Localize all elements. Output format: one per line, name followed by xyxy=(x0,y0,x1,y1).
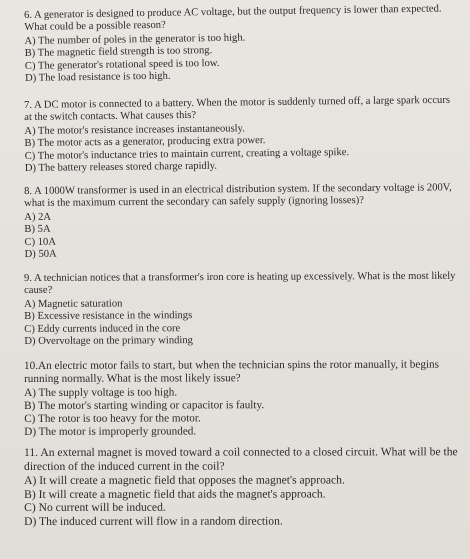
question-stem: 8. A 1000W transformer is used in an electrical distribution system. If the secondary voltage is 200V, what is the maximum current the secondary can safely supply (ignoring losses)? xyxy=(24,182,452,210)
option-a: A) 2A xyxy=(24,211,52,223)
question-stem: 10.An electric motor fails to start, but when the technician spins the rotor manually, it begins running normally. What is the most likely issue? xyxy=(24,358,440,385)
option-c: C) 10A xyxy=(24,236,57,248)
question-stem: 6. A generator is designed to produce AC voltage, but the output frequency is lower than expected. What could be a possible reason? xyxy=(24,3,442,34)
option-d: D) The motor is improperly grounded. xyxy=(24,425,197,438)
question-stem: 11. An external magnet is moved toward a coil connected to a closed circuit. What will be the direction of the induced current in the coil? xyxy=(24,445,458,473)
question-10 xyxy=(24,358,464,439)
option-b: B) The motor's starting winding or capacitor is faulty. xyxy=(24,399,265,412)
option-b: B) The magnetic field strength is too strong. xyxy=(24,45,213,60)
answer-options xyxy=(24,297,456,349)
question-11 xyxy=(24,445,464,528)
option-b: B) It will create a magnetic field that aids the magnet's approach. xyxy=(24,487,326,501)
question-6 xyxy=(24,3,457,85)
option-c: C) The generator's rotational speed is too low. xyxy=(24,57,220,72)
option-b: B) The motor acts as a generator, producing extra power. xyxy=(24,135,266,150)
answer-options xyxy=(24,121,457,176)
option-c: C) No current will be induced. xyxy=(24,501,166,515)
question-8 xyxy=(24,182,457,261)
option-d: D) The induced current will flow in a random direction. xyxy=(24,514,283,528)
answer-options xyxy=(24,29,457,85)
question-stem: 9. A technician notices that a transformer's iron core is heating up excessively. What is the most likely cause? xyxy=(24,270,456,297)
answer-options xyxy=(24,208,456,261)
option-a: A) Magnetic saturation xyxy=(24,298,123,310)
option-a: A) The supply voltage is too high. xyxy=(24,386,178,399)
option-c: C) The rotor is too heavy for the motor. xyxy=(24,412,201,425)
option-c: C) The motor's inductance tries to maintain current, creating a voltage spike. xyxy=(24,146,350,162)
option-b: B) Excessive resistance in the windings xyxy=(24,310,193,323)
option-b: B) 5A xyxy=(24,223,51,236)
question-7 xyxy=(24,95,457,176)
option-c: C) Eddy currents induced in the core xyxy=(24,322,181,335)
answer-options xyxy=(24,385,464,439)
question-stem: 7. A DC motor is connected to a battery. When the motor is suddenly turned off, a large spark occurs at the switch contacts. What causes this? xyxy=(24,94,451,124)
option-a: A) The motor's resistance increases instantaneously. xyxy=(24,123,245,137)
option-d: D) 50A xyxy=(24,248,57,261)
option-a: A) The number of poles in the generator is too high. xyxy=(24,32,246,47)
option-d: D) The battery releases stored charge rapidly. xyxy=(24,160,218,175)
option-d: D) Overvoltage on the primary winding xyxy=(24,335,193,348)
question-9 xyxy=(24,271,456,349)
option-a: A) It will create a magnetic field that opposes the magnet's approach. xyxy=(24,473,345,488)
answer-options xyxy=(24,473,464,528)
option-d: D) The load resistance is too high. xyxy=(24,70,171,85)
